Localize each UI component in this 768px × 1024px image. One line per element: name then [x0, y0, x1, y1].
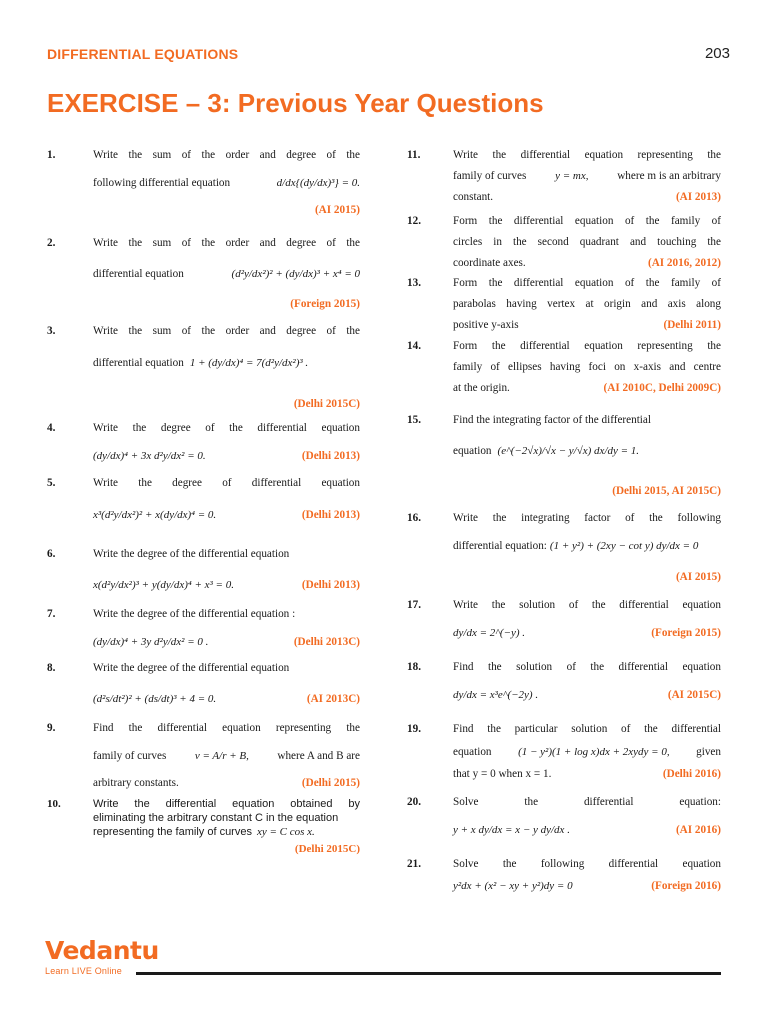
footer-rule	[136, 972, 721, 975]
question-text: circles in the second quadrant and touching the	[453, 236, 721, 248]
equation: dy/dx = x³e^(−2y) .	[453, 688, 539, 701]
question-text: where m is an arbitrary	[617, 170, 721, 182]
question-text: Form the differential equation of the family of	[453, 277, 721, 289]
equation: (e^(−2√x)/√x − y/√x) dx/dy = 1.	[497, 444, 640, 457]
question-text: Find the integrating factor of the differential	[453, 414, 651, 426]
question-text: representing the family of curves	[93, 826, 252, 838]
equation: (d²s/dt²)² + (ds/dt)³ + 4 = 0.	[93, 692, 217, 705]
question-number: 3.	[47, 325, 56, 337]
question-text: family of curves	[453, 170, 527, 182]
question-text: positive y-axis	[453, 319, 519, 331]
question-number: 1.	[47, 149, 56, 161]
question-text: family of curves	[93, 749, 167, 762]
question-text: differential equation:	[453, 539, 547, 552]
source-tag: (Delhi 2013C)	[293, 635, 360, 648]
source-tag: (AI 2016)	[675, 823, 721, 836]
question-number: 14.	[407, 340, 421, 352]
question-text: Write the degree of the differential equation	[93, 662, 290, 674]
question-text: equation	[453, 745, 492, 758]
question-number: 11.	[407, 149, 421, 161]
question-number: 16.	[407, 512, 421, 524]
question-text: differential equation	[93, 356, 184, 369]
equation: (d²y/dx²)² + (dy/dx)³ + x⁴ = 0	[231, 267, 360, 280]
chapter-running-head: DIFFERENTIAL EQUATIONS	[47, 46, 239, 62]
equation: x(d²y/dx²)³ + y(dy/dx)⁴ + x³ = 0.	[93, 578, 234, 591]
question-text: parabolas having vertex at origin and axis along	[453, 298, 721, 310]
exercise-title: EXERCISE – 3: Previous Year Questions	[47, 88, 544, 118]
equation: y = mx,	[555, 170, 589, 182]
equation: dy/dx = 2^(−y) .	[453, 626, 526, 639]
source-tag: (Delhi 2013)	[301, 578, 360, 591]
question-number: 18.	[407, 661, 421, 673]
question-text: given	[696, 745, 721, 758]
question-text: where A and B are	[277, 749, 360, 762]
source-tag: (Delhi 2013)	[301, 449, 360, 462]
question-text: differential equation	[93, 267, 184, 280]
question-text: Write the differential equation obtained by	[93, 798, 360, 810]
source-tag: (AI 2010C, Delhi 2009C)	[603, 382, 721, 394]
source-tag: (Foreign 2015)	[290, 298, 360, 310]
question-text: eliminating the arbitrary constant C in the equation	[93, 812, 339, 824]
question-text: Form the differential equation of the family of	[453, 215, 721, 227]
question-number: 4.	[47, 422, 56, 434]
equation: 1 + (dy/dx)⁴ = 7(d²y/dx²)³ .	[189, 356, 309, 369]
page-number: 203	[704, 45, 730, 62]
question-number: 8.	[47, 662, 56, 674]
equation: (dy/dx)⁴ + 3x d²y/dx² = 0.	[93, 449, 206, 462]
question-text: Write the degree of the differential equation :	[93, 608, 296, 620]
question-text: Write the sum of the order and degree of the	[93, 149, 360, 161]
question-text: Write the sum of the order and degree of the	[93, 237, 360, 249]
question-text: at the origin.	[453, 382, 510, 394]
source-tag: (AI 2013C)	[306, 692, 360, 705]
question-text: constant.	[453, 191, 494, 203]
question-number: 9.	[47, 722, 56, 734]
question-number: 21.	[407, 858, 421, 870]
question-number: 15.	[407, 414, 421, 426]
equation: (1 + y²) + (2xy − cot y) dy/dx = 0	[549, 539, 699, 552]
equation: x³(d²y/dx²)² + x(dy/dx)⁴ = 0.	[93, 508, 217, 521]
question-text: arbitrary constants.	[93, 777, 179, 789]
question-text: family of ellipses having foci on x-axis and centre	[453, 361, 721, 373]
question-text: following differential equation	[93, 176, 231, 189]
question-text: equation	[453, 444, 492, 457]
question-number: 20.	[407, 796, 421, 808]
equation: xy = C cos x.	[256, 826, 315, 838]
logo-tagline: Learn LIVE Online	[45, 966, 122, 976]
source-tag: (Delhi 2015, AI 2015C)	[612, 485, 721, 497]
source-tag: (Delhi 2015C)	[293, 398, 360, 410]
equation: y + x dy/dx = x − y dy/dx .	[453, 823, 570, 836]
source-tag: (Delhi 2016)	[662, 768, 721, 780]
equation: v = A/r + B,	[194, 749, 249, 762]
question-text: Form the differential equation representing the	[453, 340, 721, 352]
question-number: 10.	[47, 798, 61, 810]
source-tag: (Delhi 2011)	[663, 319, 721, 331]
source-tag: (AI 2015)	[675, 571, 721, 583]
question-text: Solve the following differential equation	[453, 858, 721, 870]
question-number: 5.	[47, 477, 56, 489]
question-text: Write the differential equation representing the	[453, 149, 721, 161]
question-number: 2.	[47, 237, 56, 249]
question-text: Write the integrating factor of the following	[453, 512, 721, 524]
question-text: Write the sum of the order and degree of the	[93, 325, 360, 337]
source-tag: (AI 2015)	[314, 204, 360, 216]
question-text: Write the degree of the differential equation	[93, 422, 360, 434]
question-text: coordinate axes.	[453, 257, 526, 269]
question-number: 17.	[407, 599, 421, 611]
question-text: Write the degree of differential equation	[93, 477, 360, 489]
question-text: Solve the differential equation:	[453, 796, 721, 808]
source-tag: (Delhi 2015C)	[294, 843, 360, 855]
equation: d/dx{(dy/dx)³} = 0.	[276, 176, 360, 189]
source-tag: (AI 2013)	[675, 191, 721, 203]
question-text: Find the solution of the differential equation	[453, 661, 721, 673]
question-text: Write the degree of the differential equation	[93, 548, 290, 560]
equation: (dy/dx)⁴ + 3y d²y/dx² = 0 .	[93, 635, 209, 648]
source-tag: (Delhi 2013)	[301, 508, 360, 521]
source-tag: (AI 2015C)	[667, 688, 721, 701]
source-tag: (AI 2016, 2012)	[647, 257, 721, 269]
source-tag: (Foreign 2015)	[651, 626, 721, 639]
question-number: 7.	[47, 608, 56, 620]
vedantu-logo	[45, 938, 159, 976]
question-text: that y = 0 when x = 1.	[453, 768, 552, 780]
equation: y²dx + (x² − xy + y²)dy = 0	[453, 879, 573, 892]
source-tag: (Foreign 2016)	[651, 879, 721, 892]
question-number: 19.	[407, 723, 421, 735]
question-text: Find the particular solution of the differential	[453, 723, 721, 735]
question-text: Find the differential equation representing the	[93, 722, 360, 734]
equation: (1 − y²)(1 + log x)dx + 2xydy = 0,	[518, 745, 670, 758]
question-number: 12.	[407, 215, 421, 227]
question-number: 13.	[407, 277, 421, 289]
question-text: Write the solution of the differential equation	[453, 599, 721, 611]
source-tag: (Delhi 2015)	[301, 777, 360, 789]
question-number: 6.	[47, 548, 56, 560]
logo-wordmark: Vedantu	[45, 936, 159, 965]
